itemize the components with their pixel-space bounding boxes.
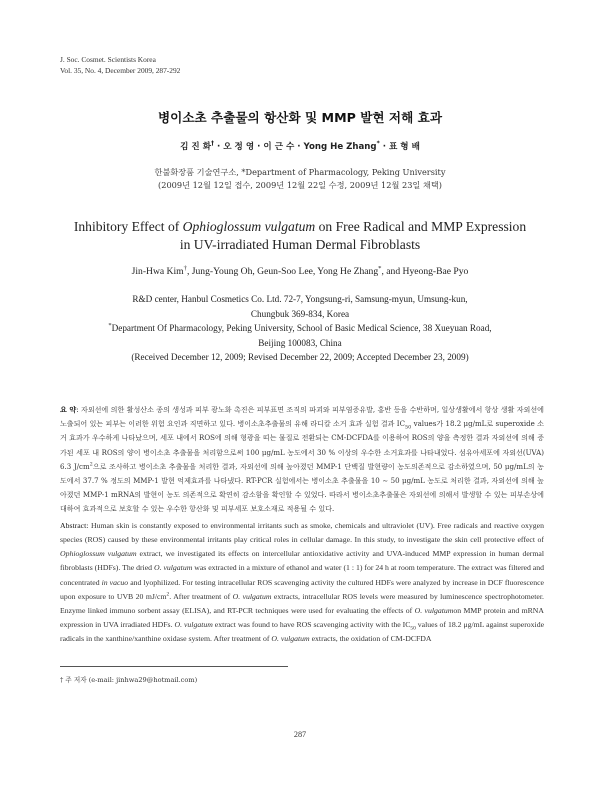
star-mark: *: [376, 140, 380, 148]
affiliation-1b: Chungbuk 369-834, Korea: [250, 308, 350, 319]
journal-header: [60, 54, 180, 76]
abstract-sup-1: 2: [166, 591, 170, 598]
abstract-seg-9: values of 18.2 μg/mL against superoxide radicals in the xanthine/xanthine oxidase system. After treatment of: [60, 620, 545, 644]
affiliation-2a-text: Department Of Pharmacology, Peking University, School of Basic Medical Science, 38 Xueyuan Road,: [111, 323, 492, 334]
affiliation-2b: Beijing 100083, China: [258, 337, 342, 348]
english-abstract-label: Abstract:: [60, 521, 89, 530]
page-number: 287: [293, 730, 307, 739]
abstract-italic-5: O. vulgatum: [414, 605, 454, 615]
abstract-italic-1: Ophioglossum vulgatum: [60, 549, 137, 559]
korean-abstract: [60, 403, 544, 517]
korean-abstract-label: 요 약: [60, 405, 77, 414]
english-authors: [0, 266, 600, 277]
english-abstract: [60, 519, 544, 646]
korean-abstract-text-3: 으로 조사하고 병이소초 추출물을 처리한 결과, 자외선에 의해 높아졌던 MMP-1 단백질 발현량이 농도의존적으로 감소하였으며, 50 μg/mL의 농도에서 37.7 % 정도의 MMP-1 발현 억제효과를 나타냈다. RT-PCR 실험에서는 병이소초 추출물을 10 ∼ 50 μg/mL 농도로 처리한 결과, 자외선에 의해 높아졌던 MMP-1 mRNA의 발현이 농도 의존적으로 확연히 감소함을 확인할 수 있었다. 따라서 병이소초추출물은 자외선에 의해서 발생할 수 있는 피부손상에 대하여 효과적으로 보호할 수 있는 우수한 항산화 및 피부세포 보호소재로 적용될 수 있다.: [60, 461, 544, 514]
korean-authors: [0, 140, 600, 152]
korean-title: 병이소초 추출물의 항산화 및 MMP 발현 저해 효과: [158, 110, 442, 125]
korean-dates: (2009년 12월 12일 접수, 2009년 12월 22일 수정, 2009년 12월 23일 채택): [158, 180, 442, 190]
korean-author-last: · 표 형 배: [379, 142, 420, 152]
affiliation-2a: [60, 321, 540, 336]
english-title-line1: [0, 218, 600, 236]
abstract-seg-3: was extracted in a mixture of ethanol and water (1 : 1) for 24 h at room temperature. The extract was filtered and concentrated: [60, 563, 544, 587]
english-title-line2: in UV-irradiated Human Dermal Fibroblasts: [179, 237, 421, 252]
footnote: † 주 저자 (e-mail: jinhwa29@hotmail.com): [60, 676, 198, 684]
affiliation-star: *: [108, 322, 112, 330]
korean-abstract-sub: 50: [404, 424, 412, 431]
korean-affiliation-line: 한불화장품 기술연구소, *Department of Pharmacology, Peking University: [154, 167, 446, 177]
english-author-first: Jin-Hwa Kim: [131, 266, 184, 277]
received-dates: (Received December 12, 2009; Revised December 22, 2009; Accepted December 23, 2009): [131, 352, 469, 363]
english-affiliation: [60, 292, 540, 365]
english-title: [0, 218, 600, 254]
english-dagger-mark: †: [183, 264, 187, 272]
english-title-species: Ophioglossum vulgatum: [182, 219, 316, 234]
affiliation-1a: R&D center, Hanbul Cosmetics Co. Ltd. 72-7, Yongsung-ri, Samsung-myun, Umsung-kun,: [132, 294, 468, 304]
abstract-italic-3: in vacuo: [101, 577, 129, 587]
english-star-mark: *: [378, 264, 382, 272]
abstract-italic-6: O. vulgatum: [174, 620, 213, 630]
abstract-italic-7: O. vulgatum: [271, 634, 310, 644]
korean-abstract-sup: 2: [89, 461, 93, 468]
abstract-seg-6: extracts, intracellular ROS levels were measured by luminescence spectrophotometer. Enzyme linked immuno sorbent assay (ELISA), and RT-PCR techniques were used for evaluating the effects of: [60, 591, 544, 615]
dagger-mark: †: [211, 140, 215, 148]
abstract-italic-2: O. vulgatum: [153, 563, 193, 573]
abstract-seg-7: on MMP protein and mRNA expression in UVA irradiated HDFs.: [60, 605, 544, 630]
abstract-seg-5: . After treatment of: [169, 591, 233, 601]
english-authors-middle: , Jung-Young Oh, Geun-Soo Lee, Yong He Zhang: [186, 266, 379, 277]
footnote-divider: [60, 666, 288, 667]
abstract-italic-4: O. vulgatum: [232, 591, 272, 601]
abstract-sub-1: 50: [410, 625, 416, 632]
korean-abstract-text-2: values가 18.2 μg/mL로 superoxide 소거 효과가 우수하게 나타났으며, 세포 내에서 ROS에 의해 형광을 띠는 물질로 전환되는 CM-DCFDA를 이용하여 ROS의 양을 측정한 결과 자외선에 의해 증가된 세포 내 ROS의 양이 병이소초 추출물을 처리함으로써 100 μg/mL 농도에서 30 % 이상의 우수한 소거효과를 나타내었다. 섬유아세포에 자외선(UVA) 6.3 J/cm: [60, 419, 544, 471]
abstract-seg-1: Human skin is constantly exposed to environmental irritants such as smoke, chemicals and ultraviolet (UV). Free radicals and reactive oxygen species (ROS) caused by these environmental irritants play critical roles in cellular damage. In this study, to investigate the skin cell protective effect of: [60, 521, 544, 545]
abstract-seg-2: extract, we investigated its effects on intercellular antioxidative activity and UVA-induced MMP expression in human dermal fibroblasts (HDFs). The dried: [60, 549, 544, 573]
english-title-post: on Free Radical and MMP Expression: [315, 219, 527, 234]
korean-abstract-text-1: : 자외선에 의한 활성산소 종의 생성과 피부 광노화 촉진은 피부표면 조직의 파괴와 피부염증유발, 홍반 등을 수반하며, 일상생활에서 항상 생활 자외선에 노출되어 있는 피부는 이러한 위험 요인과 직면하고 있다. 병이소초추출물의 유해 라디칼 소거 효과 실험 결과 IC: [60, 405, 544, 429]
journal-volume: Vol. 35, No. 4, December 2009, 287-292: [60, 66, 181, 75]
abstract-seg-10: extracts, the oxidation of CM-DCFDA: [309, 634, 432, 644]
korean-authors-middle: · 오 정 영 · 이 근 수 · Yong He Zhang: [214, 142, 377, 152]
abstract-seg-8: extract was found to have ROS scavenging activity with the IC: [212, 620, 411, 630]
korean-affiliation: [0, 166, 600, 192]
abstract-seg-4: and lyophilized. For testing intracellular ROS scavenging activity the cultured HDFs were analyzed by increase in DCF fluorescence upon exposure to UVB 20 mJ/cm: [60, 577, 544, 601]
korean-author-first: 김 진 화: [180, 142, 211, 152]
english-author-last: , and Hyeong-Bae Pyo: [381, 266, 469, 277]
english-title-pre: Inhibitory Effect of: [73, 219, 183, 234]
journal-name: J. Soc. Cosmet. Scientists Korea: [60, 55, 156, 64]
